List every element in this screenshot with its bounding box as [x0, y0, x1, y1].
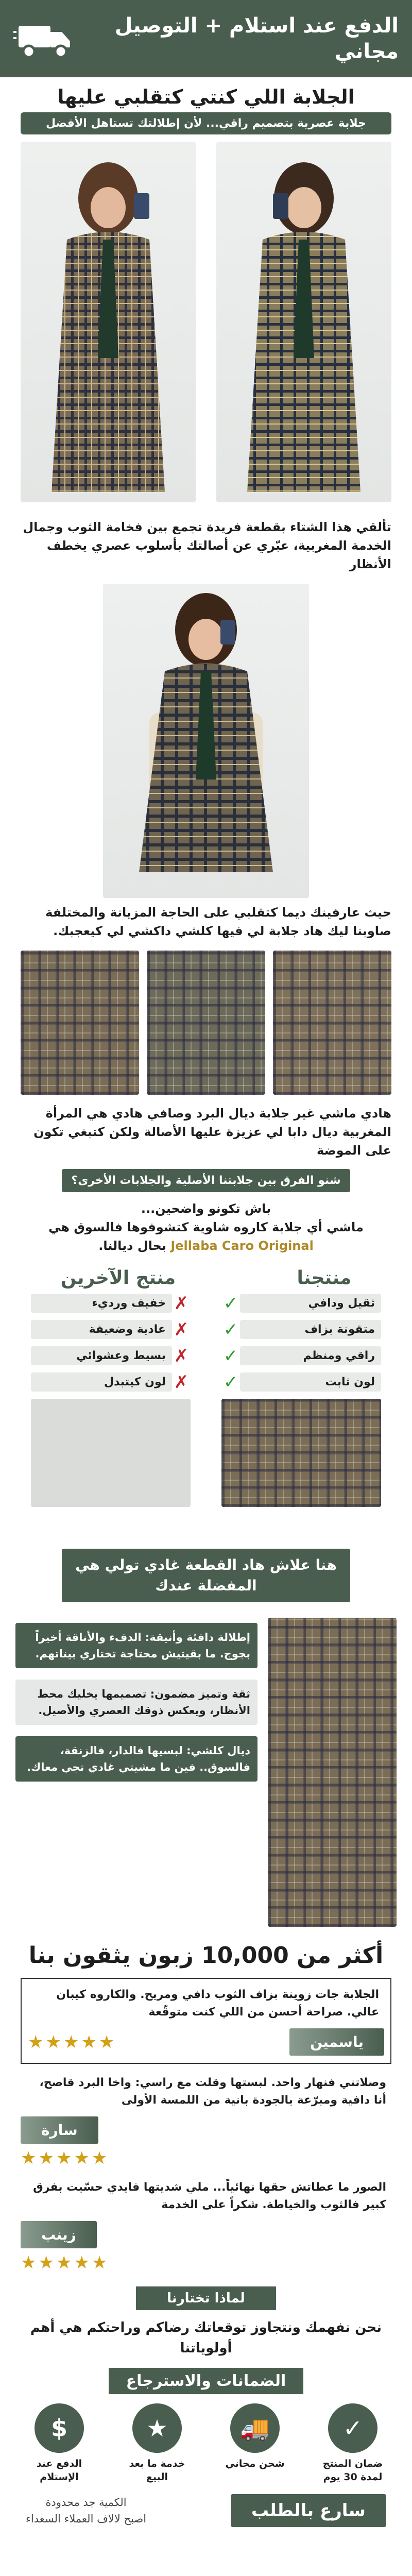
- review-card: [21, 2074, 391, 2168]
- others-photo: [31, 1399, 191, 1507]
- review-card: [21, 2179, 391, 2273]
- review-text: وصلاتني فنهار واحد. لبستها وقلت مع راسي: واخا البرد قاصح، أنا دافية ومبرّعة بالجودة بانية من اللمسة الأولى: [39, 2076, 386, 2107]
- ours-item: [221, 1372, 381, 1392]
- guarantee-label: الدفع عند الإستلام: [36, 2458, 82, 2483]
- star-rating: ★★★★★: [21, 2252, 110, 2273]
- reviewer-name: ياسمين: [289, 2028, 384, 2056]
- three-photos: [0, 951, 412, 1100]
- review-text: الصور ما عطاتش حقها نهائياً... ملي شديتها فايدي حسّيت بفرق كبير فالثوب والخياطة. شكراً على الخدمة: [33, 2181, 386, 2211]
- paragraph-4-line-1: باش تكونو واضحين...: [141, 1201, 271, 1216]
- ours-item: [221, 1346, 381, 1365]
- others-item-label: بسيط وعشوائي: [31, 1346, 172, 1365]
- why-us-title: لماذا تختارنا: [136, 2286, 276, 2310]
- check-icon: ✓: [223, 1371, 238, 1393]
- why-us-text: نحن نفهمك ونتجاوز توقعاتك رضاكم وراحتكم هي أهم أولوياتنا: [30, 2320, 382, 2356]
- ours-title: منتجنا: [297, 1267, 352, 1289]
- stock-note-line-1: الكمية جد محدودة: [45, 2496, 127, 2509]
- check-icon: ✓: [223, 1345, 238, 1366]
- support-badge-icon: ★: [132, 2403, 182, 2453]
- ours-item-label: ثقيل ودافي: [240, 1294, 381, 1313]
- cross-icon: ✗: [174, 1293, 189, 1314]
- cta-banner: هنا علاش هاد القطعة غادي تولي هي المفضلة عندك: [62, 1549, 350, 1602]
- others-item: [31, 1294, 191, 1313]
- reviews-title: أكثر من 10,000 زبون يثقون بنا: [28, 1942, 384, 1969]
- faq-banner: شنو الفرق بين جلابتنا الأصلية والجلابات الأخرى؟: [62, 1169, 350, 1192]
- paragraph-2: حيث عارفينك ديما كتقلبي على الحاجة المزيانة والمختلفة صاوبنا ليك هاد جلابة لي فيها كلشي داكشي لي كيعجبك.: [45, 905, 391, 938]
- guarantee-label: خدمة ما بعد البيع: [129, 2458, 185, 2483]
- others-column: [31, 1294, 191, 1507]
- stock-note: [26, 2494, 146, 2527]
- feature-box: إطلالة دافئة وأنيقة: الدفء والأناقة أخيراً بجوج. ما بقيتيش محتاجة تختاري بيناتهم.: [15, 1623, 258, 1668]
- feature-box: ثقة وتميز مضمون: تصميمها يخليك محط الأنظار، ويعكس ذوقك العصري والأصيل.: [15, 1680, 258, 1725]
- delivery-truck-icon: 🚚: [230, 2403, 280, 2453]
- star-rating: ★★★★★: [21, 2148, 110, 2168]
- hero-photos: [0, 142, 412, 513]
- others-item-label: لون كيتبدل: [31, 1372, 172, 1392]
- guarantees-row: [0, 2394, 412, 2489]
- others-item-label: خفيف ورديء: [31, 1294, 172, 1313]
- reviewer-name: سارة: [21, 2116, 98, 2144]
- seated-photo-section: [0, 584, 412, 903]
- shield-check-icon: ✓: [328, 2403, 377, 2453]
- guarantee-label: ضمان المنتج لمدة 30 يوم: [322, 2458, 383, 2483]
- guarantee-item: [121, 2403, 193, 2484]
- footer-order: [0, 2489, 412, 2532]
- cross-icon: ✗: [174, 1345, 189, 1366]
- gallery-photo-1: [21, 951, 139, 1095]
- ours-item: [221, 1294, 381, 1313]
- star-rating: ★★★★★: [28, 2031, 117, 2053]
- guarantee-item: [23, 2403, 95, 2484]
- review-card: [21, 1978, 391, 2064]
- gallery-photo-2: [147, 951, 265, 1095]
- order-button[interactable]: سارع بالطلب: [231, 2494, 386, 2527]
- product-photo-right: [216, 142, 391, 502]
- check-icon: ✓: [223, 1319, 238, 1340]
- paragraph-3: هادي ماشي غير جلابة ديال البرد وصافي هادي هي المرأة المغربية ديال دابا لي عزيزة عليها الأصالة ولكن كتبغي تكون على الموضة: [33, 1106, 391, 1158]
- tagline-pill: جلابة عصرية بتصميم راقي... لأن إطلالتك تستاهل الأفضل: [21, 112, 391, 134]
- reviewer-name: زينب: [21, 2221, 97, 2248]
- intro-paragraph: تألقي هذا الشتاء بقطعة فريدة تجمع بين فخامة الثوب وجمال الخدمة المغربية، عبّري عن أصالتك بأسلوب عصري يخطف الأنظار: [23, 520, 391, 571]
- guarantee-item: [317, 2403, 389, 2484]
- paragraph-4: [0, 1199, 412, 1255]
- review-box: [21, 1978, 391, 2064]
- feature-box: ديال كلشي: لبسيها فالدار، فالزنقة، فالسوق.. فين ما مشيتي غادي تجي معاك.: [15, 1736, 258, 1782]
- page-title: الجلابة اللي كنتي كتقلبي عليها: [57, 86, 355, 108]
- cross-icon: ✗: [174, 1319, 189, 1340]
- ours-item: [221, 1320, 381, 1339]
- others-item: [31, 1372, 191, 1392]
- delivery-truck-icon: [13, 10, 75, 67]
- guarantee-item: [219, 2403, 291, 2484]
- others-item-label: عادية وضعيفة: [31, 1320, 172, 1339]
- guarantee-label: شحن مجاني: [225, 2458, 285, 2469]
- features-photo: [268, 1618, 397, 1927]
- brand-name: Jellaba Caro Original: [170, 1239, 314, 1253]
- cross-icon: ✗: [174, 1371, 189, 1393]
- product-photo-left: [21, 142, 196, 502]
- ours-item-label: لون ثابت: [240, 1372, 381, 1392]
- ours-item-label: متقونة بزاف: [240, 1320, 381, 1339]
- cash-on-delivery-icon: $: [35, 2403, 84, 2453]
- header-banner: [0, 0, 412, 77]
- check-icon: ✓: [223, 1293, 238, 1314]
- header-headline: الدفع عند استلام + التوصيل مجاني: [114, 14, 399, 63]
- ours-item-label: راقي ومنظم: [240, 1346, 381, 1365]
- ours-column: [221, 1294, 381, 1507]
- features-section: [0, 1613, 412, 1932]
- paragraph-4-line-3: بحال ديالنا.: [98, 1239, 166, 1253]
- stock-note-line-2: اصبح لالاف العملاء السعداء: [26, 2513, 147, 2525]
- paragraph-4-line-2: ماشي أي جلابة كاروه شاوية كتشوفوها فالسوق هي: [48, 1220, 364, 1234]
- ours-photo: [221, 1399, 381, 1507]
- others-item: [31, 1320, 191, 1339]
- review-text: الجلابة جات زوينة بزاف الثوب دافي ومريح. والكاروه كيبان عالي. صراحة أحسن من اللي كنت متوقّعة: [56, 1988, 379, 2019]
- product-photo-seated: [103, 584, 309, 898]
- others-title: منتج الآخرين: [60, 1267, 176, 1289]
- guarantees-title: الضمانات والاسترجاع: [109, 2368, 304, 2394]
- others-item: [31, 1346, 191, 1365]
- gallery-photo-3: [273, 951, 391, 1095]
- comparison-section: [0, 1260, 412, 1549]
